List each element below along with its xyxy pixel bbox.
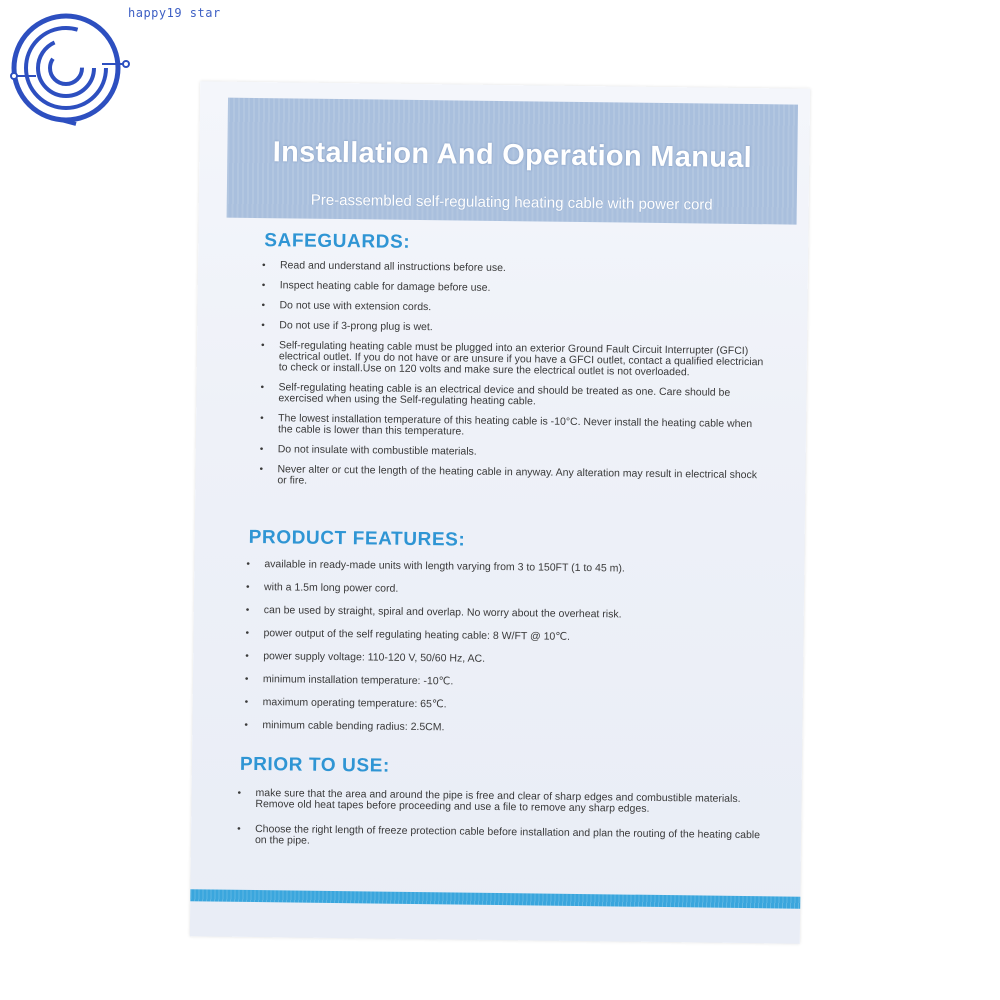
list-item: • minimum installation temperature: -10℃.	[244, 673, 454, 688]
watermark-text: happy19 star	[128, 6, 221, 20]
bullet-icon: •	[260, 382, 265, 394]
list-item: • Choose the right length of freeze protection cable before installation and plan the routing of the heating cable on the pipe.	[237, 823, 761, 847]
bullet-icon: •	[261, 260, 266, 272]
list-item: • Read and understand all instructions before use.	[261, 259, 506, 275]
list-item: • make sure that the area and around the pipe is free and clear of sharp edges and combustible materials. Remove old heat tapes before proceeding and use a file to remove any sharp edges.	[237, 787, 741, 815]
list-item: • power output of the self regulating heating cable: 8 W/FT @ 10℃.	[245, 627, 571, 643]
bullet-icon: •	[261, 300, 266, 312]
title-banner	[227, 98, 798, 225]
bullet-icon: •	[245, 581, 250, 593]
bullet-icon: •	[237, 823, 241, 835]
bullet-icon: •	[244, 719, 248, 731]
bullet-icon: •	[260, 413, 264, 425]
list-item: • maximum operating temperature: 65℃.	[244, 696, 447, 711]
list-item: • Self-regulating heating cable must be plugged into an exterior Ground Fault Circuit Interrupter (GFCI) electrical outlet. If you do not have or are unsure if you have a GFCI outlet, contact a qualified electrician to check or install.Use on 120 volts and make sure the electrical outlet is not overloaded.	[260, 339, 764, 379]
list-item: • Do not insulate with combustible materials.	[259, 443, 477, 458]
manual-subtitle: Pre-assembled self-regulating heating cable with power cord	[310, 191, 713, 214]
list-item: • Do not use with extension cords.	[261, 299, 432, 314]
list-item: • minimum cable bending radius: 2.5CM.	[244, 719, 445, 734]
bullet-icon: •	[237, 787, 242, 799]
list-item: • available in ready-made units with length varying from 3 to 150FT (1 to 45 m).	[246, 558, 625, 575]
manual-title: Installation And Operation Manual	[272, 136, 753, 175]
bullet-icon: •	[244, 673, 249, 685]
bullet-icon: •	[259, 464, 264, 476]
product-features-heading: PRODUCT FEATURES:	[248, 526, 466, 551]
footer-color-bar	[190, 889, 800, 908]
list-item: • power supply voltage: 110-120 V, 50/60 Hz, AC.	[245, 650, 486, 665]
prior-to-use-heading: PRIOR TO USE:	[239, 753, 390, 777]
prior-to-use-list	[235, 788, 766, 852]
bullet-icon: •	[245, 604, 250, 616]
bullet-icon: •	[260, 340, 265, 352]
bullet-icon: •	[245, 650, 249, 662]
safeguards-heading: SAFEGUARDS:	[264, 230, 411, 253]
list-item: • The lowest installation temperature of this heating cable is -10°C. Never install the heating cable when the cable is lower than this temperature.	[260, 412, 753, 438]
product-features-list	[242, 559, 764, 737]
list-item: • Do not use if 3-prong plug is wet.	[261, 319, 433, 334]
bullet-icon: •	[246, 558, 250, 570]
bullet-icon: •	[261, 320, 265, 332]
safeguards-list	[257, 260, 770, 492]
bullet-icon: •	[261, 280, 266, 292]
bullet-icon: •	[245, 627, 250, 639]
list-item: • with a 1.5m long power cord.	[245, 581, 399, 595]
bullet-icon: •	[259, 444, 264, 456]
store-logo-icon	[6, 6, 132, 132]
bullet-icon: •	[244, 696, 249, 708]
list-item: • Inspect heating cable for damage before use.	[261, 279, 491, 294]
list-item: • can be used by straight, spiral and overlap. No worry about the overheat risk.	[245, 604, 622, 621]
list-item: • Self-regulating heating cable is an electrical device and should be treated as one. Care should be exercised when using the Self-regulating heating cable.	[260, 381, 731, 408]
manual-sheet	[190, 81, 810, 943]
list-item: • Never alter or cut the length of the heating cable in anyway. Any alteration may result in electrical shock or fire.	[259, 463, 758, 487]
